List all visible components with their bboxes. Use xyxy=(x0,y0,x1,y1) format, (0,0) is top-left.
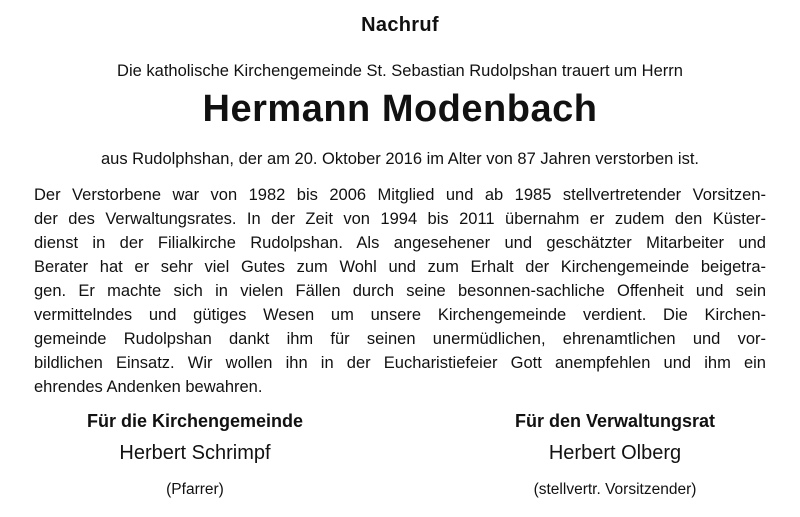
intro-line: Die katholische Kirchengemeinde St. Sebastian Rudolpshan trauert um Herrn xyxy=(117,62,683,80)
signature-title: Für den Verwaltungsrat xyxy=(514,411,716,431)
body-line: ehrendes Andenken bewahren. xyxy=(34,378,263,396)
body-line: Der Verstorbene war von 1982 bis 2006 Mitglied und ab 1985 stellvertretender Vorsitzen- xyxy=(34,186,766,204)
signature-role: (stellvertr. Vorsitzender) xyxy=(533,481,697,498)
signature-name: Herbert Olberg xyxy=(548,442,682,464)
deceased-name: Hermann Modenbach xyxy=(202,88,598,130)
body-line: gemeinde Rudolpshan dankt ihm für seinen unermüdlichen, ehrenamtlichen und vor- xyxy=(34,330,766,348)
signature-role: (Pfarrer) xyxy=(166,481,224,498)
body-line: gen. Er machte sich in vielen Fällen durch seine besonnen-sachliche Offenheit und sein xyxy=(34,282,766,300)
signature-name: Herbert Schrimpf xyxy=(119,442,271,464)
body-line: bildlichen Einsatz. Wir wollen ihn in der Eucharistiefeier Gott anempfehlen und ihm ein xyxy=(34,354,766,372)
signature-block-parish xyxy=(35,409,355,500)
signature-title: Für die Kirchengemeinde xyxy=(86,411,304,431)
obituary-body xyxy=(34,183,766,399)
death-line: aus Rudolphshan, der am 20. Oktober 2016 im Alter von 87 Jahren verstorben ist. xyxy=(100,150,699,168)
body-line: der des Verwaltungsrates. In der Zeit von 1994 bis 2011 übernahm er zudem den Küster- xyxy=(34,210,766,228)
body-line: Berater hat er sehr viel Gutes zum Wohl und zum Erhalt der Kirchengemeinde beigetra- xyxy=(34,258,766,276)
body-line: dienst in der Filialkirche Rudolpshan. Als angesehener und geschätzter Mitarbeiter und xyxy=(34,234,766,252)
body-line: vermittelndes und gütiges Wesen um unsere Kirchengemeinde verdient. Die Kirchen- xyxy=(34,306,766,324)
notice-heading: Nachruf xyxy=(361,14,439,36)
signature-block-council xyxy=(455,409,775,500)
